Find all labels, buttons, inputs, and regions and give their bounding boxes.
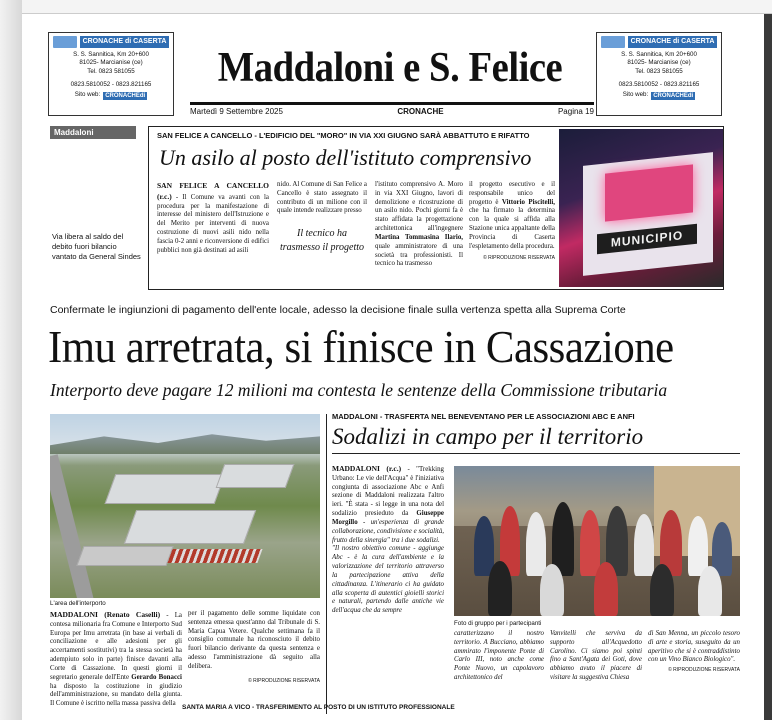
story1-col4-end: che ha firmato la determina con la quale si affida alla Stazione unica appaltante della Provincia di Caserta l'espletamento della procedura. [469, 207, 555, 250]
story2-col1-more: "Il nostro obiettivo comune - aggiunge Abc - è la cura dell'ambiente e la valorizzazione del territorio attraverso la partecipazione attiva della cittadinanza. L'itinerario ci ha guidato alla scoperta di autentici gioielli storici e naturali, partendo dalle antiche vie dell'acqua che da sempre [332, 545, 444, 615]
ad-site-badge: CRONACHEdi [653, 92, 694, 99]
story2-col1-text: - "Trekking Urbano: Le vie dell'Acqua" è l'iniziativa congiunta di associazione Abc e Anfi sezione di Maddaloni realizzata l'altro ieri. "È stata - si legge in una nota del sodalizio presieduto da [332, 466, 444, 518]
lead-headline: Imu arretrata, si finisce in Cassazione [48, 321, 674, 372]
story2-col3-text: Vanvitelli che serviva da supporto all'Acquedotto Carolino. Ci siamo poi spinti fino a Sant'Agata dei Goti, dove abbiamo avuto il piacere di visitare la suggestiva Chiesa [550, 630, 642, 682]
ad-box-left [48, 32, 174, 116]
story1-col2-text: nido. Al Comune di San Felice a Cancello è stato assegnato il contributo di un milione con il quale intende realizzare presso [277, 181, 367, 215]
story1-rights: © RIPRODUZIONE RISERVATA [483, 254, 555, 261]
page-number: Pagina 19 [557, 107, 594, 116]
lead-byline: MADDALONI (Renato Caselli) [50, 610, 161, 619]
ad-city: 81025- Marcianise (ce) [627, 59, 691, 67]
lead-col1-end: ha disposto la costituzione in giudizio dell'amministrazione, su mandato della giunta. Il Comune è iscritto nella massa passiva della [50, 682, 182, 708]
story2-rights: © RIPRODUZIONE RISERVATA [668, 667, 740, 674]
ad-brand: CRONACHE di CASERTA [80, 36, 170, 47]
warehouse-roof [216, 464, 295, 488]
story1-kicker: SAN FELICE A CANCELLO - L'EDIFICIO DEL "MORO" IN VIA XXI GIUGNO SARÀ ABBATTUTO E RIFATTO [157, 131, 530, 140]
interporto-aerial-photo [50, 414, 320, 598]
municipio-sign: MUNICIPIO [597, 224, 697, 255]
ad-address: S. S. Sannitica, Km 20+600 [73, 51, 149, 58]
story-asilo [148, 126, 724, 290]
story2-col1-end: - un'esperienza di grande collaborazione, condivisione e socialità, frutto della sinergia" tra i due sodalizi. [332, 518, 444, 544]
mountains-shape [50, 432, 320, 454]
section-tag: Maddaloni [50, 126, 136, 139]
ad-site-badge: CRONACHEdi [105, 92, 146, 99]
lead-photo-caption: L'area dell'interporto [50, 600, 106, 607]
person-shape [634, 514, 654, 576]
story1-col3-text: l'istituto comprensivo A. Moro in via XXI Giugno, lavori di demolizione e ricostruzione di un asilo nido. Pochi giorni fa è stato affidata la progettazione architettonica all'ingegnere [375, 181, 463, 233]
person-shape [580, 510, 600, 576]
story1-col3 [375, 181, 463, 269]
story1-col2 [277, 181, 367, 216]
story1-col3-name: Martina Tommasina Ilario, [375, 233, 463, 241]
lead-overline: Confermate le ingiunzioni di pagamento dell'ente locale, adesso la decisione finale sulla vertenza spetta alla Suprema Corte [50, 304, 626, 316]
column-rule [326, 414, 327, 714]
story2-col4 [648, 630, 740, 674]
warehouse-roof [76, 546, 173, 566]
story2-headline: Sodalizi in campo per il territorio [332, 424, 740, 454]
lead-rights: © RIPRODUZIONE RISERVATA [248, 677, 320, 684]
story1-col1 [157, 181, 269, 256]
story1-col3-end: quale amministratore di una società tra professionisti. Il tecnico ha trasmesso [375, 242, 463, 268]
ad-brand: CRONACHE di CASERTA [628, 36, 718, 47]
lead-col2-text: per il pagamento delle somme liquidate con sentenza emessa quest'anno dal Tribunale di S. Maria Capua Vetere. Qualche settimana fa il consiglio comunale ha riconosciuto il debito fuori bilancio derivante da questa sentenza e adesso l'amministrazione dà seguito alla delibera. [188, 610, 320, 670]
warehouse-roof [105, 474, 226, 504]
person-shape [540, 564, 564, 616]
person-shape [698, 566, 722, 616]
viewer-top-strip [0, 0, 772, 14]
ad-city: 81025- Marcianise (ce) [79, 59, 143, 67]
newspaper-page [22, 14, 764, 720]
viewer-left-margin [0, 0, 22, 720]
building-logo-icon [601, 36, 625, 48]
lead-col1-text: - La contesa milionaria fra Comune e Interporto Sud Europa per Imu arretrata (in base ai verbali di conciliazione e alle adesioni per gli accertamenti sostitutivi) tra la stessa società ha adempiuto solo in parte) finisce davanti alla Corte di Cassazione. In questi giorni il segretario generale dell'Ente [50, 612, 182, 681]
person-shape [526, 512, 546, 576]
person-shape [594, 562, 618, 616]
lead-col1-name: Gerardo Bonacci [131, 673, 182, 681]
story2-kicker: MADDALONI - TRASFERTA NEL BENEVENTANO PER LE ASSOCIAZIONI ABC E ANFI [332, 412, 635, 421]
story2-photo-caption: Foto di gruppo per i partecipanti [454, 620, 542, 627]
building-logo-icon [53, 36, 77, 48]
masthead-title: Maddaloni e S. Felice [217, 45, 563, 91]
story2-col1-name: Giuseppe Morgillo [332, 510, 444, 526]
ad-tel: Tel. 0823 581055 [635, 67, 683, 75]
dateline [190, 102, 594, 116]
lead-col2 [188, 610, 320, 684]
story1-col1-text: - Il Comune va avanti con la procedura per la manifestazione di interesse del ministero dell'Istruzione e del Merito per interventi di nuova costruzione di nuovi asili nido nella fascia 0-2 anni e riconversione di edifici pubblici non già destinati ad asili [157, 193, 269, 254]
story1-col4-text: il progetto esecutivo e il responsabile unico del progetto è [469, 181, 555, 206]
municipio-photo [559, 129, 723, 287]
person-shape [474, 516, 494, 576]
person-shape [488, 561, 512, 616]
story1-lead: SAN FELICE A CANCELLO (r.c.) [157, 181, 269, 201]
lead-col1 [50, 610, 182, 709]
bottom-story-kicker: SANTA MARIA A VICO - TRASFERIMENTO AL POSTO DI UN ISTITUTO PROFESSIONALE [182, 704, 455, 711]
lead-subhead: Interporto deve pagare 12 milioni ma contesta le sentenze della Commissione tributaria [50, 380, 668, 400]
story2-col1 [332, 464, 444, 616]
story2-col2-text: caratterizzano il nostro territorio. A Bucciano, abbiamo ammirato l'imponente Ponte di Carlo III, noto anche come Ponte Nuovo, un capolavoro architettonico del [454, 630, 544, 682]
issue-date: Martedì 9 Settembre 2025 [190, 107, 283, 116]
section-name: CRONACHE [397, 107, 444, 116]
story1-col4-name: Vittorio Piscitelli, [501, 198, 555, 206]
story2-col2 [454, 630, 544, 683]
road-shape [50, 454, 94, 598]
ad-site-label: Sito web: [622, 91, 649, 99]
pink-lights-shape [605, 164, 693, 221]
story1-pull-quote: Il tecnico ha trasmesso il progetto [279, 228, 365, 253]
story1-headline: Un asilo al posto dell'istituto comprensivo [159, 145, 532, 170]
ad-fax: 0823.5810052 - 0823.821165 [618, 81, 700, 89]
ad-site-label: Sito web: [74, 91, 101, 99]
sidebar-brief: Via libera al saldo del debito fuori bilancio vantato da General Sindes [52, 232, 141, 261]
ad-box-right [596, 32, 722, 116]
group-photo [454, 466, 740, 616]
story2-col3 [550, 630, 642, 683]
ad-address: S. S. Sannitica, Km 20+600 [621, 51, 697, 58]
person-shape [650, 564, 674, 616]
story2-col4-text: di San Menna, un piccolo tesoro di arte e storia, suseguito da un aperitivo che si è contraddistinto con un Vino Bianco Biologico". [648, 630, 740, 664]
warehouse-roof [124, 510, 256, 544]
ad-fax: 0823.5810052 - 0823.821165 [70, 81, 152, 89]
story1-col4 [469, 181, 555, 261]
story2-lead: MADDALONI (r.c.) [332, 464, 402, 473]
container-rows [167, 549, 262, 563]
ad-tel: Tel. 0823 581055 [87, 67, 135, 75]
